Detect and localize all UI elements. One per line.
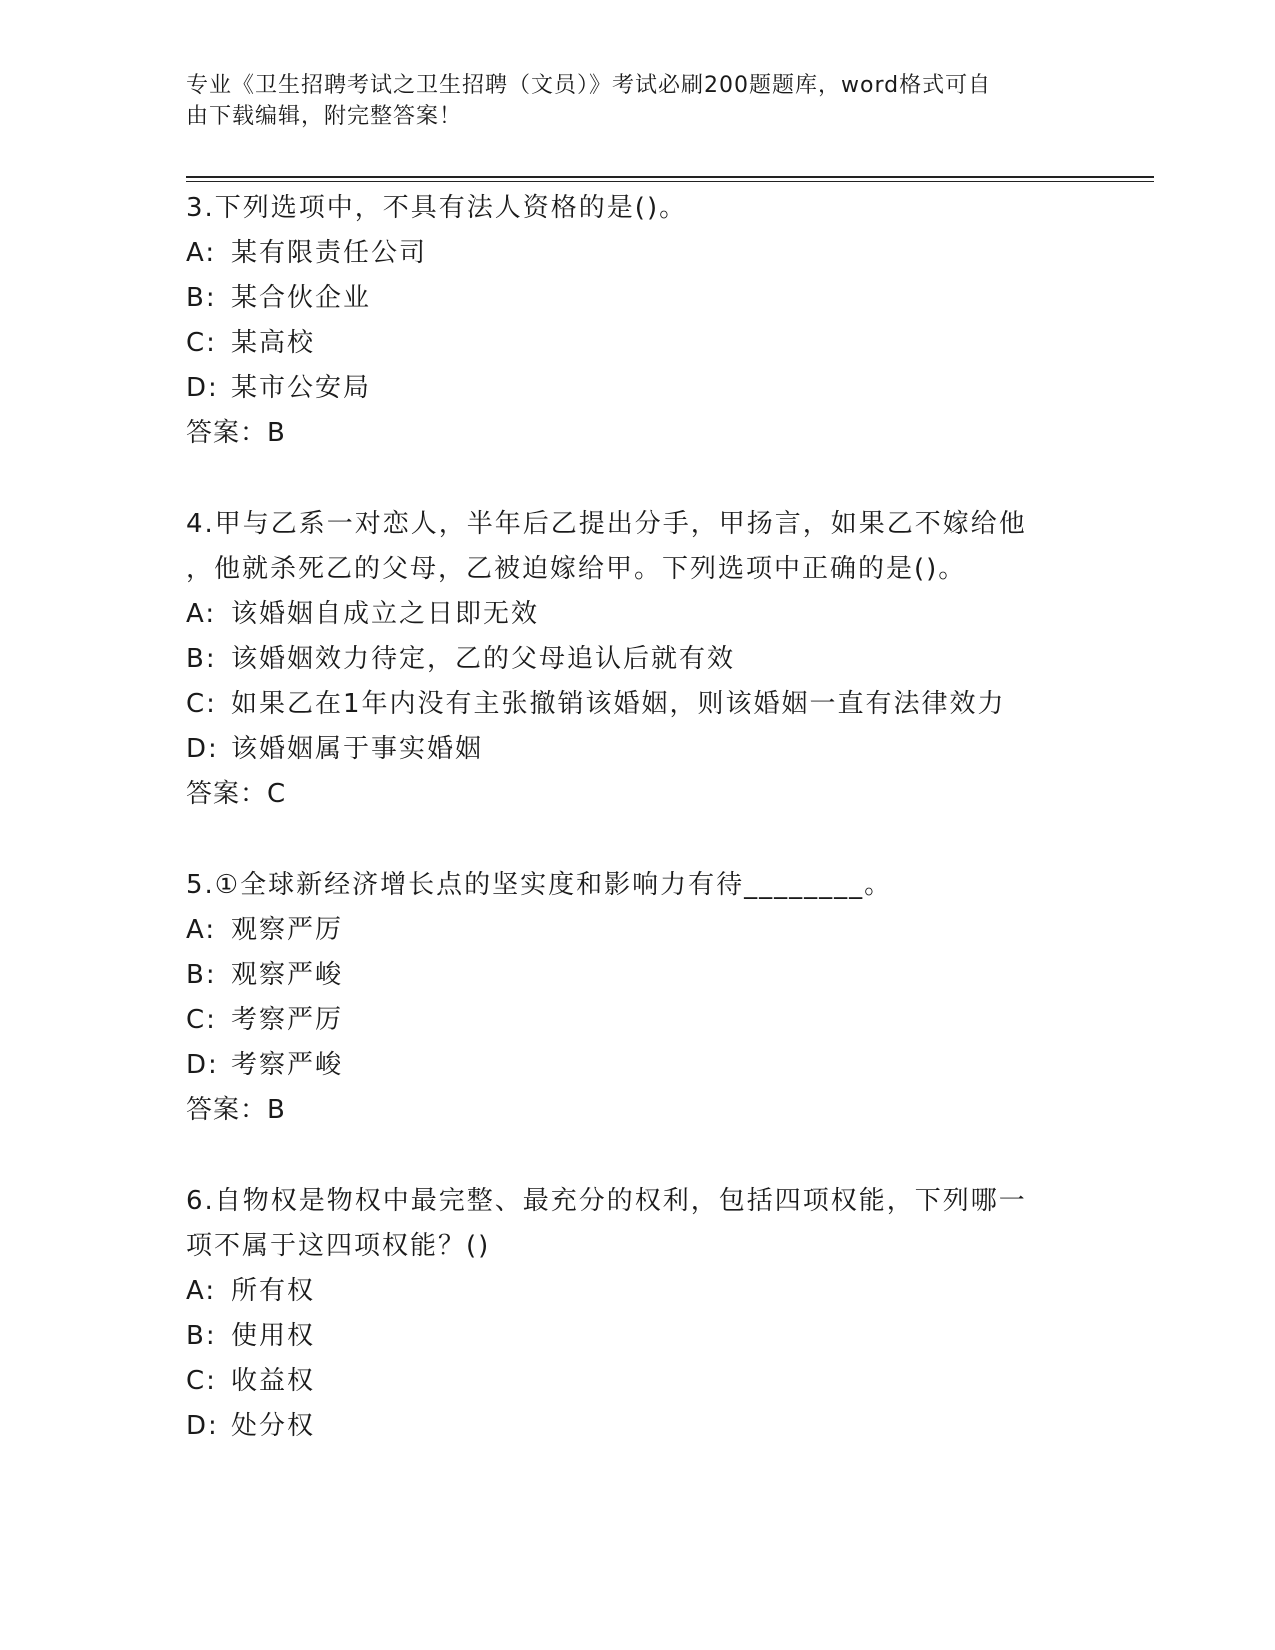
option-text: 收益权 [231,1366,316,1396]
option-letter: D: [186,1050,219,1080]
option-d [186,727,1066,772]
header-rule-thin [186,181,1154,182]
option-letter: D: [186,1411,219,1441]
header-line-1: 专业《卫生招聘考试之卫生招聘（文员）》考试必刷200题题库，word格式可自 [186,73,992,98]
question-stem-line-2: ，他就杀死乙的父母，乙被迫嫁给甲。下列选项中正确的是()。 [186,554,967,584]
question-6 [186,1179,1066,1449]
option-letter: A: [186,238,217,268]
option-letter: C: [186,328,217,358]
option-letter: B: [186,1321,217,1351]
question-stem: 5.①全球新经济增长点的坚实度和影响力有待________。 [186,870,893,900]
option-text: 某高校 [231,328,316,358]
option-letter: A: [186,915,217,945]
option-text: 该婚姻自成立之日即无效 [231,599,540,629]
option-a [186,592,1066,637]
option-letter: C: [186,689,217,719]
option-text: 某市公安局 [231,373,372,403]
option-d [186,1043,1066,1088]
option-b [186,637,1066,682]
option-text: 考察严峻 [231,1050,344,1080]
option-text: 处分权 [231,1411,316,1441]
question-stem-line-1: 4.甲与乙系一对恋人，半年后乙提出分手，甲扬言，如果乙不嫁给他 [186,509,1027,539]
option-letter: D: [186,734,219,764]
question-4 [186,502,1066,817]
header-rule-thick [186,176,1154,178]
option-c [186,321,1066,366]
option-b [186,953,1066,998]
question-list [186,186,1066,1495]
option-letter: B: [186,960,217,990]
option-c [186,998,1066,1043]
answer-line: 答案：B [186,418,286,448]
option-text: 使用权 [231,1321,316,1351]
option-text: 该婚姻属于事实婚姻 [231,734,484,764]
option-text: 观察严厉 [231,915,344,945]
option-text: 某合伙企业 [231,283,372,313]
answer-line: 答案：C [186,779,287,809]
option-text: 观察严峻 [231,960,344,990]
option-d [186,1404,1066,1449]
option-letter: B: [186,644,217,674]
option-a [186,1269,1066,1314]
question-stem-line-1: 6.自物权是物权中最完整、最充分的权利，包括四项权能，下列哪一 [186,1186,1027,1216]
question-stem: 3.下列选项中，不具有法人资格的是()。 [186,193,688,223]
option-text: 考察严厉 [231,1005,344,1035]
option-text: 所有权 [231,1276,316,1306]
option-letter: C: [186,1366,217,1396]
option-c [186,682,1066,727]
document-header [186,70,1066,132]
option-d [186,366,1066,411]
option-text: 该婚姻效力待定，乙的父母追认后就有效 [231,644,736,674]
option-letter: D: [186,373,219,403]
option-b [186,276,1066,321]
option-letter: B: [186,283,217,313]
option-letter: A: [186,1276,217,1306]
question-5 [186,863,1066,1133]
option-text: 如果乙在1年内没有主张撤销该婚姻，则该婚姻一直有法律效力 [231,689,1006,719]
option-letter: C: [186,1005,217,1035]
question-stem-line-2: 项不属于这四项权能？() [186,1231,491,1261]
option-a [186,908,1066,953]
option-text: 某有限责任公司 [231,238,428,268]
option-b [186,1314,1066,1359]
option-letter: A: [186,599,217,629]
option-c [186,1359,1066,1404]
answer-line: 答案：B [186,1095,286,1125]
header-line-2: 由下载编辑，附完整答案！ [186,104,463,129]
option-a [186,231,1066,276]
question-3 [186,186,1066,456]
